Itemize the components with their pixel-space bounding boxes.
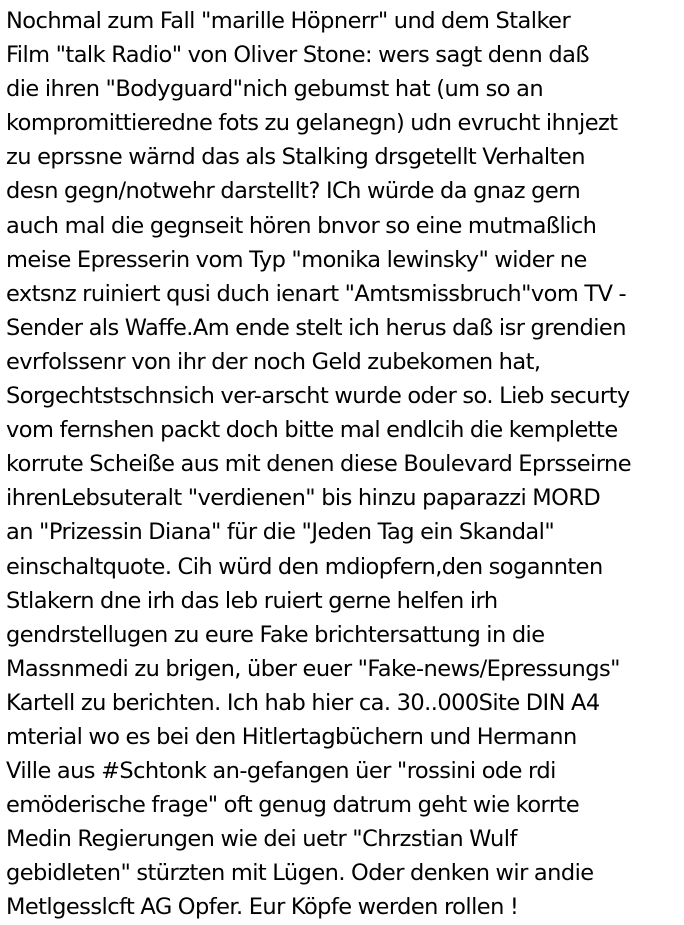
text-line: emöderische frage" oft genug datrum geht wie korrte [6, 792, 580, 819]
text-line: gendrstellugen zu eure Fake brichtersattung in die [6, 621, 545, 648]
text-line: die ihren "Bodyguard"nich gebumst hat (um so an [6, 76, 544, 103]
text-line: gebidleten" stürzten mit Lügen. Oder denken wir andie [6, 860, 594, 887]
text-line: Sorgechtstschnsich ver-arscht wurde oder so. Lieb securty [6, 383, 630, 410]
text-line: meise Epresserin vom Typ "monika lewinsky" wider ne [6, 246, 587, 273]
text-line: evrfolssenr von ihr der noch Geld zubekomen hat, [6, 348, 541, 375]
text-line: Nochmal zum Fall "marille Höpnerr" und dem Stalker [6, 8, 571, 34]
text-line: desn gegn/notwehr darstellt? ICh würde da gnaz gern [6, 178, 581, 205]
text-line: mterial wo es bei den Hitlertagbüchern und Hermann [6, 723, 577, 750]
text-line: an "Prizessin Diana" für die "Jeden Tag ein Skandal" [6, 519, 555, 546]
text-line: Kartell zu berichten. Ich hab hier ca. 30..000Site DIN A4 [6, 689, 600, 716]
text-line: extsnz ruiniert qusi duch ienart "Amtsmissbruch"vom TV - [6, 280, 627, 307]
text-line: ihrenLebsuteralt "verdienen" bis hinzu paparazzi MORD [6, 485, 601, 512]
text-line: kompromittieredne fots zu gelanegn) udn evrucht ihnjezt [6, 110, 618, 137]
text-line: einschaltquote. Cih würd den mdiopfern,den sogannten [6, 553, 603, 580]
text-line: Metlgesslcft AG Opfer. Eur Köpfe werden rollen ! [6, 894, 519, 921]
text-line: Massnmedi zu brigen, über euer "Fake-news/Epressungs" [6, 655, 620, 682]
text-line: Medin Regierungen wie dei uetr "Chrzstian Wulf [6, 826, 517, 853]
text-line: Sender als Waffe.Am ende stelt ich herus daß isr grendien [6, 314, 626, 341]
text-line: vom fernshen packt doch bitte mal endlcih die kemplette [6, 417, 618, 444]
text-line: Film "talk Radio" von Oliver Stone: wers sagt denn daß [6, 42, 589, 69]
document-text [6, 4, 682, 925]
text-line: Ville aus #Schtonk an-gefangen üer "rossini ode rdi [6, 758, 556, 785]
text-line: Stlakern dne irh das leb ruiert gerne helfen irh [6, 587, 498, 614]
text-line: zu eprssne wärnd das als Stalking drsgetellt Verhalten [6, 144, 585, 171]
text-line: auch mal die gegnseit hören bnvor so eine mutmaßlich [6, 212, 597, 239]
text-line: korrute Scheiße aus mit denen diese Boulevard Eprsseirne [6, 451, 632, 478]
